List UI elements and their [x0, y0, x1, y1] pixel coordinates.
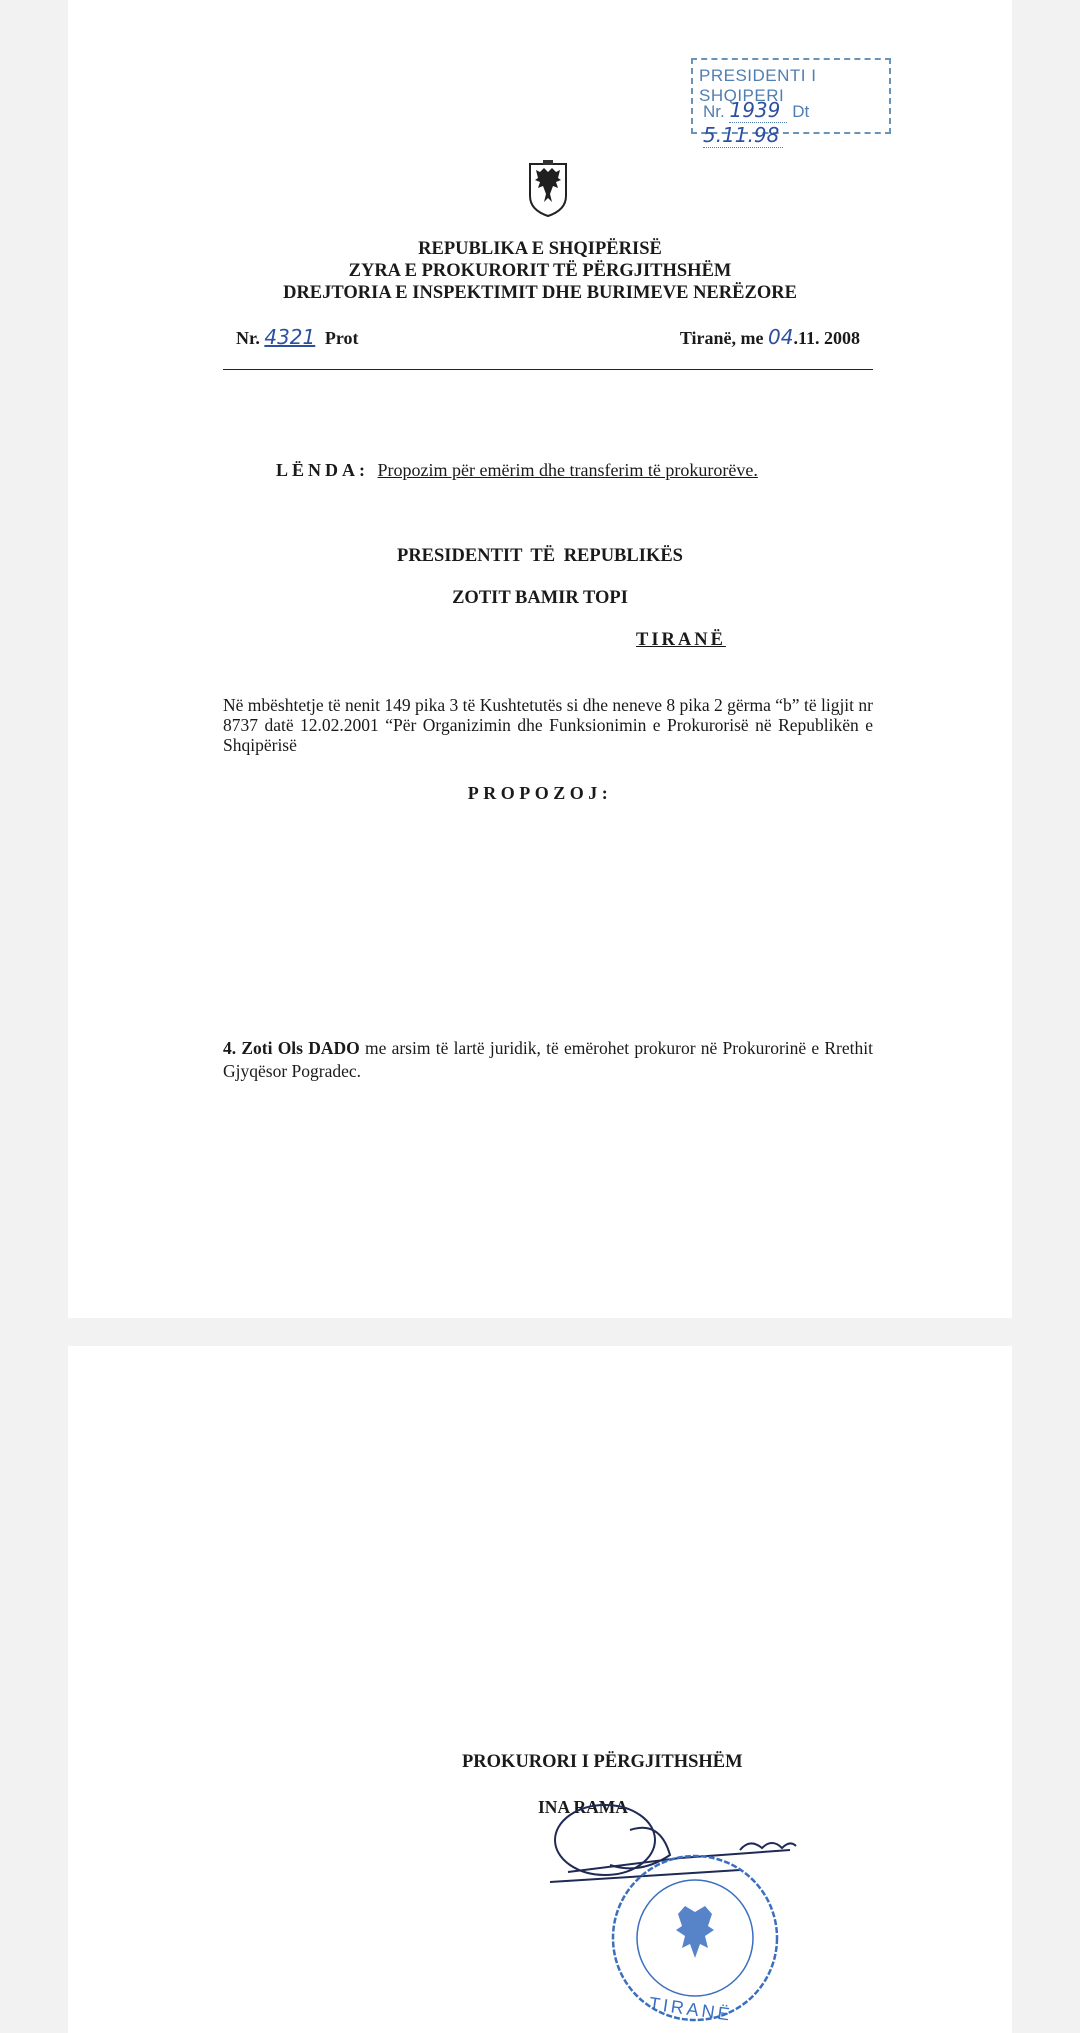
handwritten-signature [550, 1805, 796, 1882]
header-line-3: DREJTORIA E INSPEKTIMIT DHE BURIMEVE NERËZORE [283, 283, 797, 303]
signatory-name: INA RAMA [538, 1797, 628, 1817]
signatory-title: PROKURORI I PËRGJITHSHËM [462, 1752, 743, 1772]
proposal-item-4 [223, 1037, 873, 1083]
recipient-name: ZOTIT BAMIR TOPI [452, 588, 628, 608]
date-day: 04 [768, 325, 794, 349]
document-page-1 [68, 0, 1012, 1318]
subject-label: LËNDA: [276, 460, 370, 480]
subject-text: Propozim për emërim dhe transferim të prokurorëve. [377, 460, 758, 480]
recipient-city: TIRANË [636, 630, 726, 650]
official-seal [613, 1856, 777, 2025]
recipient-title: PRESIDENTIT TË REPUBLIKËS [397, 546, 683, 566]
header-line-1: REPUBLIKA E SHQIPËRISË [418, 239, 662, 259]
stamp-nr-value: 1939 [729, 98, 787, 123]
stamp-dt-value: 5.11.98 [703, 123, 783, 148]
document-date [680, 325, 860, 349]
stamp-number-line [703, 98, 889, 148]
item4-text: me arsim të lartë juridik, të emërohet prokuror në Prokurorinë e Rrethit Gjyqësor Pogradec. [223, 1038, 873, 1081]
received-stamp [691, 58, 891, 147]
stamp-nr-label: Nr. [703, 102, 725, 121]
date-prefix: Tiranë, me [679, 328, 764, 348]
header-divider [223, 369, 873, 370]
protocol-number [236, 325, 359, 349]
stamp-office: PRESIDENTI I SHQIPERI [699, 66, 817, 105]
legal-basis-paragraph: Në mbështetje të nenit 149 pika 3 të Kushtetutës si dhe neneve 8 pika 2 gërma “b” të ligjit nr 8737 datë 12.02.2001 “Për Organizimin dhe Funksionimin e Prokurorisë në Republikën e Shqipërisë [223, 695, 873, 755]
header-line-2: ZYRA E PROKURORIT TË PËRGJITHSHËM [348, 261, 732, 281]
subject-line [276, 460, 758, 481]
albania-coat-of-arms-icon [526, 156, 570, 218]
signature-and-official-seal [490, 1780, 810, 2030]
seal-city: TIRANË [647, 1993, 734, 2025]
date-rest: .11. 2008 [793, 328, 860, 348]
protocol-nr-label: Nr. [236, 328, 260, 348]
protocol-nr-value: 4321 [264, 325, 316, 349]
stamp-dt-label: Dt [792, 102, 810, 121]
item4-name: 4. Zoti Ols DADO [223, 1038, 360, 1058]
protocol-nr-suffix: Prot [324, 328, 359, 348]
propose-heading: PROPOZOJ: [467, 783, 613, 803]
